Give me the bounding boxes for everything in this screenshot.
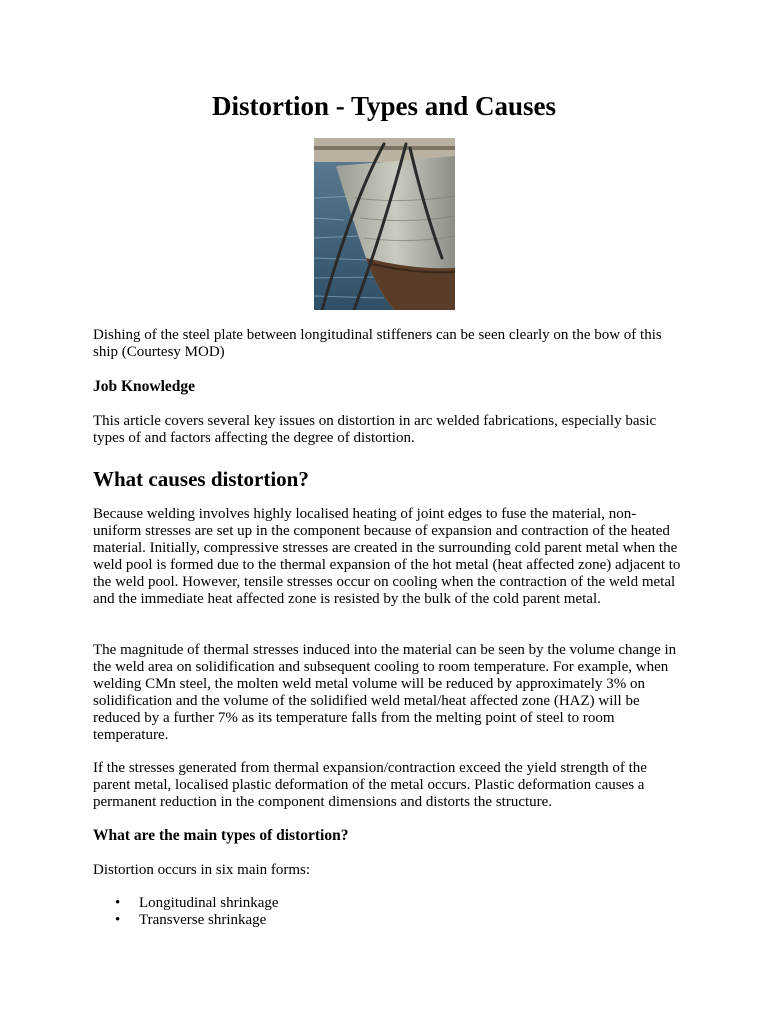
job-knowledge-heading: Job Knowledge	[93, 378, 196, 395]
paragraph: The magnitude of thermal stresses induced into the material can be seen by the volume change in the weld area on solidification and subsequent cooling to room temperature. For example, when welding CMn steel, the molten weld metal volume will be reduced by approximately 3% on solidification and the volume of the solidified weld metal/heat affected zone (HAZ) will be reduced by a further 7% as its temperature falls from the melting point of steel to room temperature.	[93, 642, 677, 743]
causes-heading: What causes distortion?	[93, 467, 309, 491]
bullet-icon: •	[115, 912, 121, 928]
bullet-icon: •	[115, 895, 121, 911]
paragraph: If the stresses generated from thermal expansion/contraction exceed the yield strength of the parent metal, localised plastic deformation of the metal occurs. Plastic deformation causes a permanent reduction in the component dimensions and distorts the structure.	[93, 760, 647, 810]
image-caption: Dishing of the steel plate between longitudinal stiffeners can be seen clearly on the bow of this ship (Courtesy MOD)	[93, 327, 662, 360]
distortion-types-list	[93, 895, 683, 929]
list-item-label: Longitudinal shrinkage	[139, 895, 279, 911]
types-heading: What are the main types of distortion?	[93, 827, 349, 844]
intro-paragraph: This article covers several key issues on distortion in arc welded fabrications, especially basic types of and factors affecting the degree of distortion.	[93, 413, 657, 446]
ship-bow-photo	[314, 138, 455, 310]
list-item-label: Transverse shrinkage	[139, 912, 267, 928]
list-item	[93, 895, 683, 912]
page-title: Distortion - Types and Causes	[211, 91, 557, 121]
paragraph: Because welding involves highly localised heating of joint edges to fuse the material, non-uniform stresses are set up in the component because of expansion and contraction of the heated material. Initially, compressive stresses are created in the surrounding cold parent metal when the weld pool is formed due to the thermal expansion of the hot metal (heat affected zone) adjacent to the weld pool. However, tensile stresses occur on cooling when the contraction of the weld metal and the immediate heat affected zone is resisted by the bulk of the cold parent metal.	[93, 506, 681, 607]
list-item	[93, 912, 683, 929]
types-intro: Distortion occurs in six main forms:	[93, 862, 311, 878]
